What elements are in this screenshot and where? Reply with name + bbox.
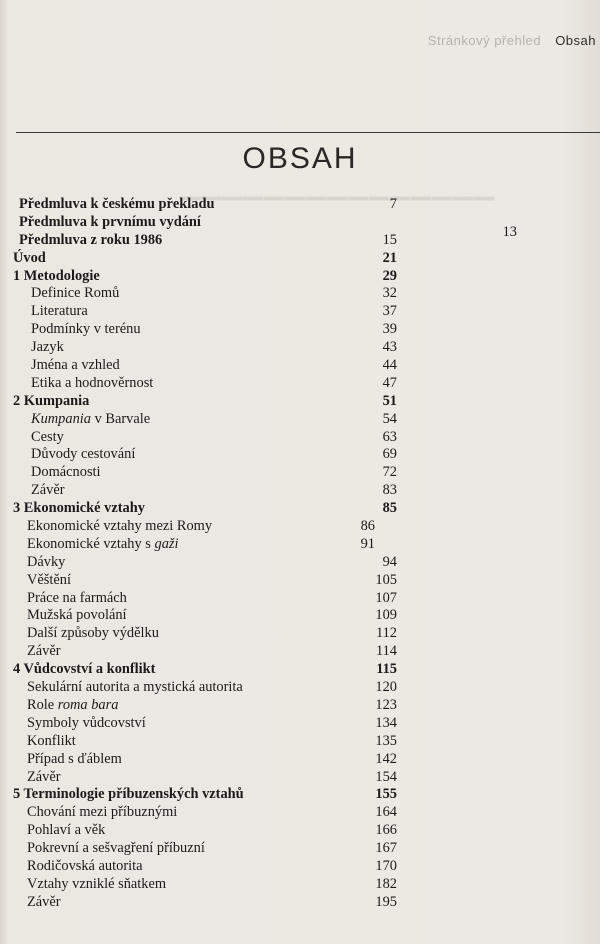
toc-entry-page: 94 <box>382 553 397 570</box>
toc-entry-title: Závěr <box>27 768 61 785</box>
toc-entry <box>0 339 600 357</box>
toc-entry-title: 3 Ekonomické vztahy <box>13 500 145 517</box>
toc-entry <box>0 554 600 572</box>
toc-entry-title: Pokrevní a sešvagření příbuzní <box>27 840 205 857</box>
toc-entry-page: 107 <box>375 589 397 606</box>
toc-entry-page: 15 <box>382 231 397 248</box>
toc-entry-title: Práce na farmách <box>27 589 127 606</box>
toc-entry <box>0 393 600 411</box>
toc-entry <box>0 411 600 429</box>
toc-entry <box>0 769 600 787</box>
toc-entry <box>0 625 600 643</box>
toc-entry <box>0 607 600 625</box>
toc-entry-title: Mužská povolání <box>27 607 127 624</box>
toc-entry <box>0 876 600 894</box>
toc-entry <box>0 232 600 250</box>
toc-entry-title: Dávky <box>27 553 66 570</box>
toc-entry <box>0 751 600 769</box>
toc-entry-title: 2 Kumpania <box>13 392 90 409</box>
toc-entry-title: Závěr <box>27 643 61 660</box>
toc-entry-title-italic: gaži <box>154 535 179 552</box>
table-of-contents <box>0 196 600 912</box>
toc-entry-title: Domácnosti <box>31 464 101 481</box>
toc-entry-page: 7 <box>389 196 397 212</box>
toc-entry-title: Podmínky v terénu <box>31 321 141 338</box>
toc-entry-page: 170 <box>375 857 397 874</box>
toc-entry <box>0 250 600 268</box>
toc-entry-title: Sekulární autorita a mystická autorita <box>27 679 243 696</box>
toc-entry <box>0 303 600 321</box>
header-rule <box>16 132 600 133</box>
toc-entry-title-italic: roma bara <box>57 696 119 713</box>
toc-entry-page: 43 <box>382 339 397 356</box>
toc-entry <box>0 804 600 822</box>
toc-entry <box>0 500 600 518</box>
toc-entry-page: 120 <box>375 679 397 696</box>
toc-entry-title: Literatura <box>31 303 88 320</box>
toc-entry-title: Cesty <box>31 428 64 445</box>
toc-entry-page: 54 <box>382 410 397 427</box>
toc-entry <box>0 196 600 214</box>
toc-entry-title: Předmluva k českému překladu <box>19 196 215 212</box>
toc-entry-page: 123 <box>375 696 397 713</box>
toc-entry <box>0 643 600 661</box>
toc-entry <box>0 268 600 286</box>
toc-entry-page: 85 <box>382 500 397 517</box>
toc-entry-page: 115 <box>376 661 397 678</box>
toc-entry-page: 51 <box>382 392 397 409</box>
running-head-section: Obsah <box>555 33 596 48</box>
toc-entry-title: Předmluva k prvnímu vydání <box>19 213 201 230</box>
toc-entry-title <box>27 697 118 715</box>
toc-entry-title: Ekonomické vztahy mezi Romy <box>27 518 213 535</box>
toc-entry-page: 167 <box>375 840 397 857</box>
toc-entry-title <box>27 536 179 554</box>
toc-entry-title-italic: Kumpania <box>31 410 91 427</box>
toc-entry-page: 13 <box>502 223 517 240</box>
toc-entry-page: 63 <box>382 428 397 445</box>
toc-entry-page: 72 <box>382 464 397 481</box>
toc-entry-title-rest: v Barvale <box>90 410 151 427</box>
toc-entry-title: Pohlaví a věk <box>27 822 106 839</box>
toc-entry-title: 1 Metodologie <box>13 267 100 284</box>
toc-entry-title: Další způsoby výdělku <box>27 625 159 642</box>
toc-entry-title: Případ s ďáblem <box>27 750 122 767</box>
toc-entry-title: Vztahy vzniklé sňatkem <box>27 875 167 892</box>
toc-entry <box>0 840 600 858</box>
toc-entry-page: 21 <box>382 249 397 266</box>
toc-entry-page: 91 <box>360 535 375 552</box>
toc-entry-page: 135 <box>375 732 397 749</box>
toc-entry <box>0 858 600 876</box>
page-title: OBSAH <box>242 142 358 175</box>
toc-entry <box>0 518 600 536</box>
toc-entry-page: 154 <box>375 768 397 785</box>
toc-entry <box>0 661 600 679</box>
toc-entry <box>0 572 600 590</box>
toc-entry <box>0 590 600 608</box>
toc-entry-page: 39 <box>382 321 397 338</box>
toc-entry <box>0 357 600 375</box>
toc-entry <box>0 822 600 840</box>
running-head-faint: Stránkový přehled <box>427 33 542 48</box>
toc-entry <box>0 482 600 500</box>
toc-entry-page: 47 <box>382 374 397 391</box>
toc-entry-title-rest: Role <box>27 696 58 713</box>
toc-entry-page: 109 <box>375 607 397 624</box>
toc-entry <box>0 733 600 751</box>
toc-entry <box>0 679 600 697</box>
running-head <box>428 33 596 48</box>
toc-entry-page: 142 <box>375 750 397 767</box>
toc-entry-title: Závěr <box>27 893 61 910</box>
toc-entry-title: Jména a vzhled <box>31 357 120 374</box>
toc-entry-page: 155 <box>375 786 397 803</box>
toc-entry-title: Definice Romů <box>31 285 120 302</box>
toc-entry-title: 4 Vůdcovství a konflikt <box>13 661 156 678</box>
toc-entry <box>0 697 600 715</box>
toc-entry-title: Úvod <box>13 249 46 266</box>
toc-entry-title: Etika a hodnověrnost <box>31 374 154 391</box>
toc-entry-title-rest: Ekonomické vztahy s <box>27 535 155 552</box>
toc-entry-page: 182 <box>375 875 397 892</box>
toc-entry-page: 44 <box>382 357 397 374</box>
toc-entry-title: Věštění <box>27 571 71 588</box>
toc-entry-page: 112 <box>375 625 397 642</box>
toc-entry-page: 37 <box>382 303 397 320</box>
toc-entry <box>0 429 600 447</box>
toc-entry-page: 86 <box>360 518 375 535</box>
toc-entry-title: Chování mezi příbuznými <box>27 804 178 821</box>
toc-entry-page: 114 <box>375 643 397 660</box>
toc-entry-title: Konflikt <box>27 732 76 749</box>
toc-entry <box>0 715 600 733</box>
bleed-through-decoration: ▁▁▁▁▁▁▁▁▁▁▁▁▁▁▁ <box>180 170 495 200</box>
toc-entry-page: 164 <box>375 804 397 821</box>
toc-entry-title: Symboly vůdcovství <box>27 714 146 731</box>
toc-entry-page: 105 <box>375 571 397 588</box>
toc-entry <box>0 375 600 393</box>
toc-entry <box>0 285 600 303</box>
toc-entry <box>0 536 600 554</box>
toc-entry-title: Předmluva z roku 1986 <box>19 231 163 248</box>
toc-entry <box>0 321 600 339</box>
toc-entry-title: Důvody cestování <box>31 446 136 463</box>
toc-entry-page: 166 <box>375 822 397 839</box>
toc-entry-page: 134 <box>375 714 397 731</box>
toc-entry <box>0 786 600 804</box>
toc-entry-page: 29 <box>382 267 397 284</box>
toc-entry-page: 83 <box>382 482 397 499</box>
toc-entry-title: 5 Terminologie příbuzenských vztahů <box>13 786 244 803</box>
toc-entry-title: Rodičovská autorita <box>27 857 143 874</box>
toc-entry-title: Jazyk <box>31 339 64 356</box>
toc-entry-page: 69 <box>382 446 397 463</box>
toc-entry-title: Závěr <box>31 482 65 499</box>
toc-entry <box>0 446 600 464</box>
toc-entry-page: 195 <box>375 893 397 910</box>
toc-entry <box>0 894 600 912</box>
toc-entry <box>0 464 600 482</box>
toc-entry-page: 32 <box>382 285 397 302</box>
toc-entry-title <box>31 411 150 429</box>
